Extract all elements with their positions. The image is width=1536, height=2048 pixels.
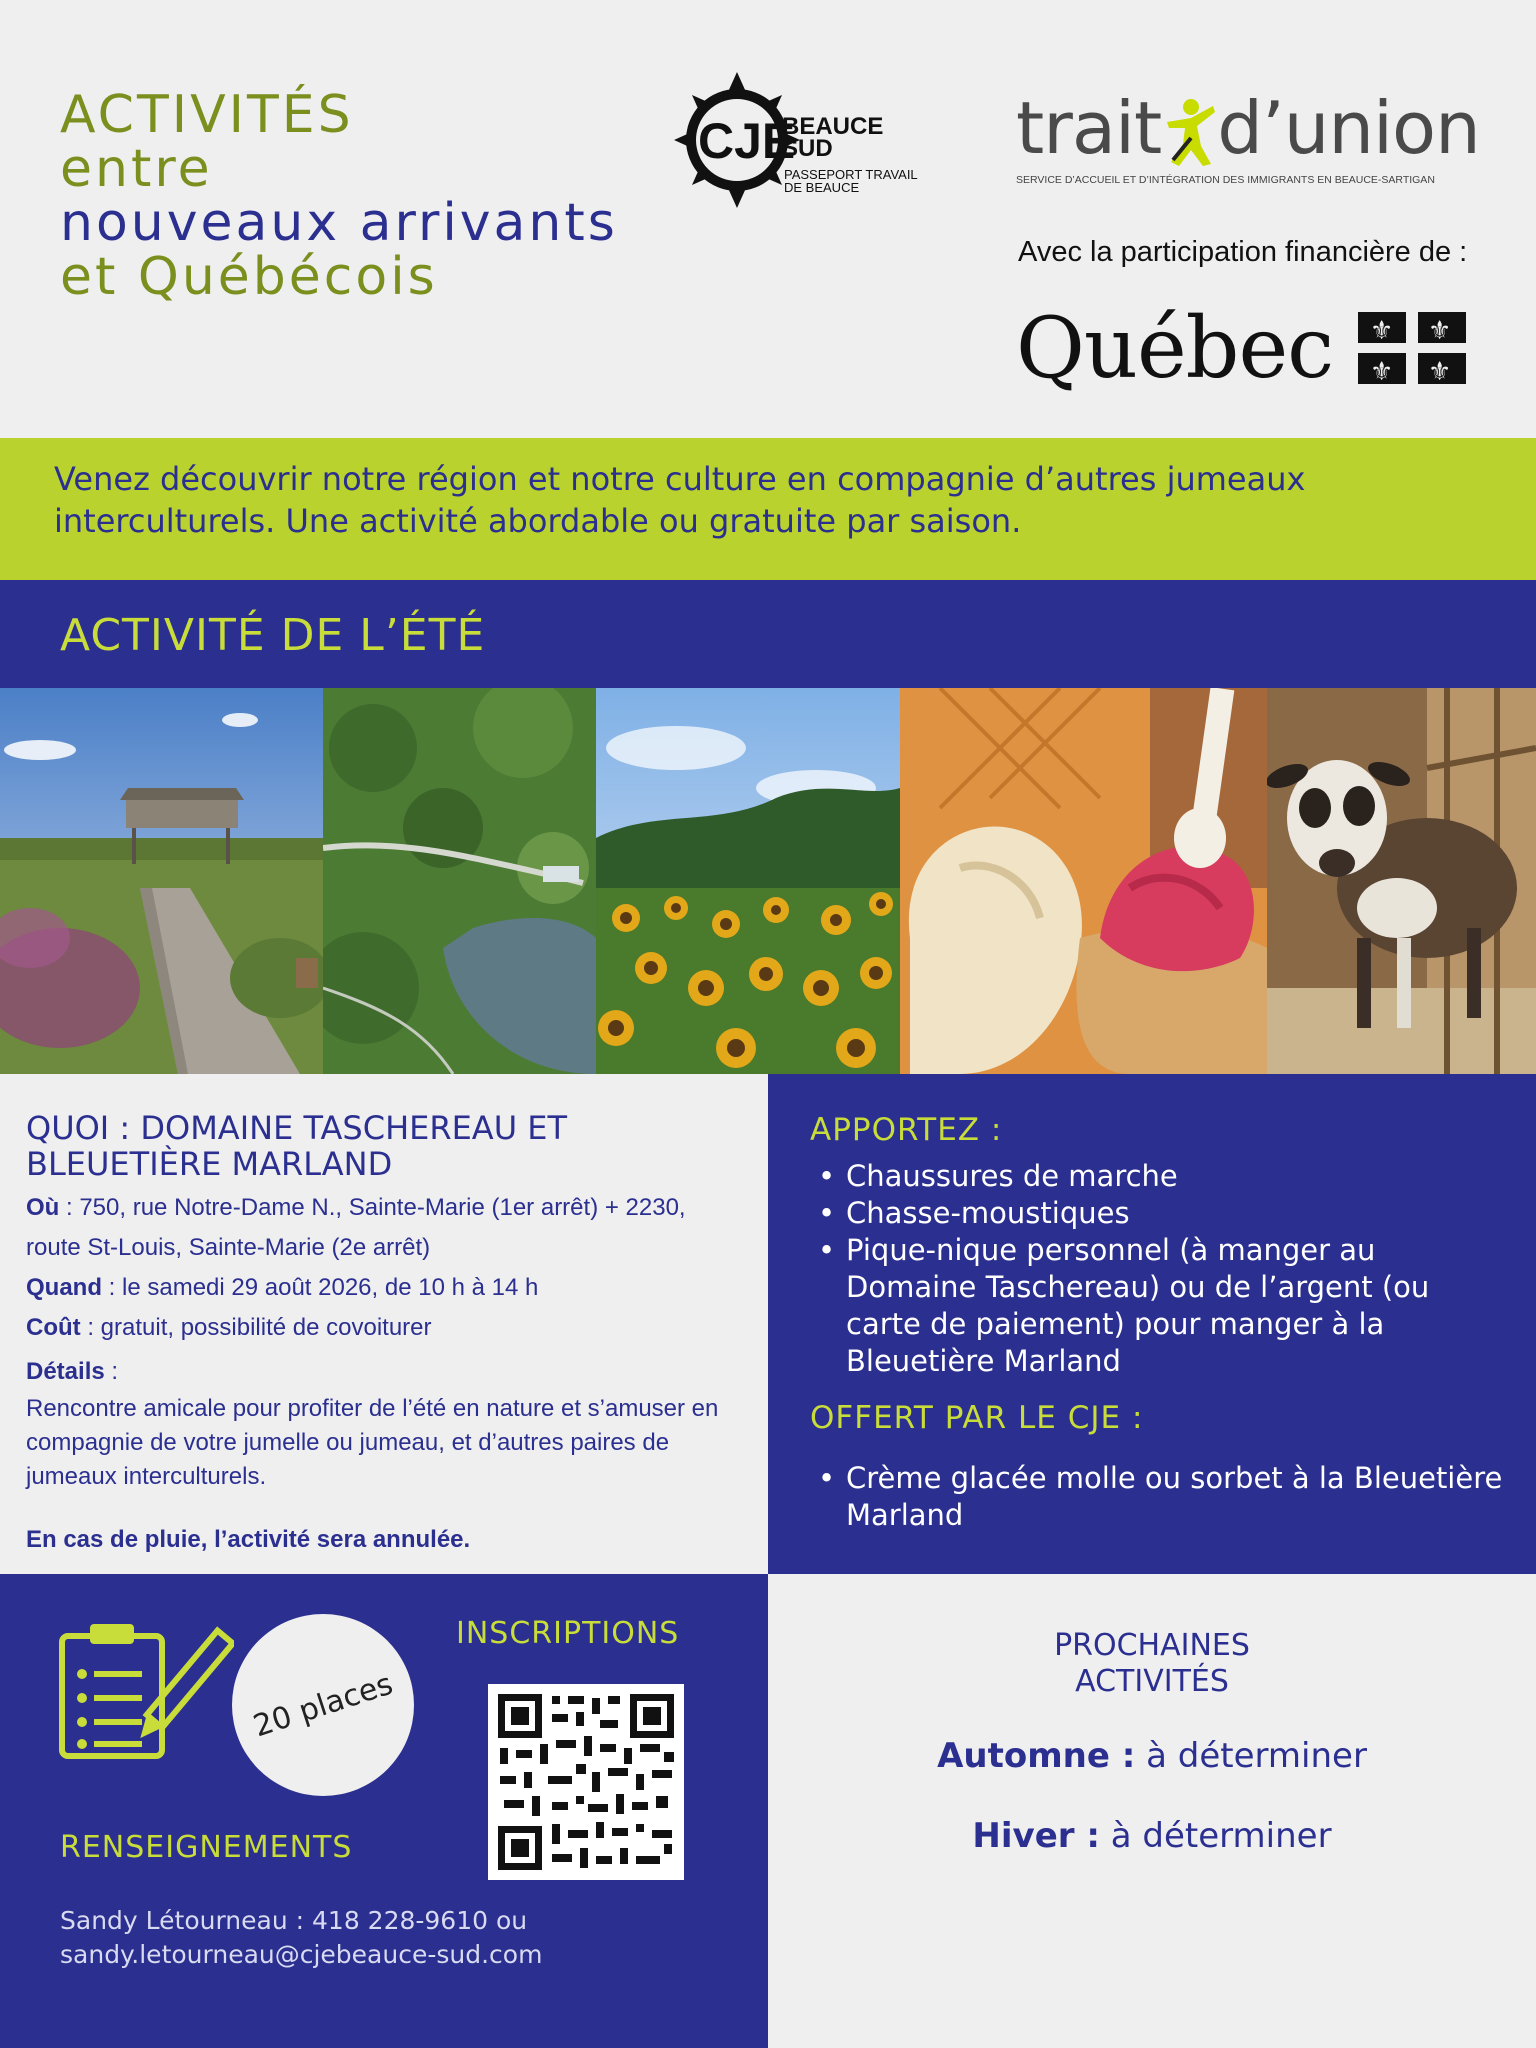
list-item: • Chasse-moustiques <box>810 1195 1506 1232</box>
trait-d-union-subtitle: SERVICE D’ACCUEIL ET D’INTÉGRATION DES IMMIGRANTS EN BEAUCE-SARTIGAN <box>1016 174 1435 187</box>
bring-title: APPORTEZ : <box>810 1112 1003 1148</box>
activity-cost <box>26 1308 744 1348</box>
title-line-1: ACTIVITÉS <box>60 85 354 145</box>
activity-description: Rencontre amicale pour profiter de l’été en nature et s’amuser en compagnie de votre jumelle ou jumeau, et d’autres paires de jumeaux interculturels. <box>26 1395 719 1490</box>
next-activities-title <box>768 1628 1536 1700</box>
clipboard-icon <box>54 1616 234 1766</box>
cje-sud: SUD <box>782 135 833 162</box>
title-line-2: entre <box>60 139 213 199</box>
inscriptions-label: INSCRIPTIONS <box>456 1616 680 1651</box>
photo-aerial-forest <box>323 688 596 1074</box>
svg-text:CJE: CJE <box>698 113 796 169</box>
winter-label: Hiver : <box>972 1816 1100 1856</box>
registration-section <box>0 1574 768 2048</box>
contact-name-phone: Sandy Létourneau : 418 228-9610 ou <box>60 1906 528 1935</box>
list-item: • Crème glacée molle ou sorbet à la Bleuetière Marland <box>810 1460 1506 1534</box>
trait-d-union-wordmark <box>1016 86 1480 170</box>
season-title: ACTIVITÉ DE L’ÉTÉ <box>60 610 486 661</box>
svg-text:⚜: ⚜ <box>1428 357 1452 384</box>
title-line-4: et Québécois <box>60 247 438 307</box>
season-band <box>0 580 1536 688</box>
svg-text:⚜: ⚜ <box>1370 357 1394 384</box>
intro-band <box>0 438 1536 580</box>
photo-boardwalk <box>0 688 323 1074</box>
where-label: Où <box>26 1194 60 1221</box>
renseignements-label: RENSEIGNEMENTS <box>60 1830 353 1865</box>
cje-beauce-sud-text <box>782 113 884 162</box>
details-colon: : <box>104 1358 119 1385</box>
qr-code[interactable] <box>488 1684 684 1880</box>
next-title-line2: ACTIVITÉS <box>1075 1664 1229 1699</box>
cje-beauce-sud-logo[interactable] <box>672 70 942 210</box>
cost-value: : gratuit, possibilité de covoiturer <box>80 1314 432 1341</box>
funding-notice: Avec la participation financière de : <box>1018 236 1468 268</box>
photo-ice-cream <box>900 688 1267 1074</box>
autumn-label: Automne : <box>937 1736 1136 1776</box>
activity-details-heading <box>26 1352 744 1392</box>
activity-when <box>26 1268 744 1308</box>
header <box>0 0 1536 438</box>
contact-email[interactable]: sandy.letourneau@cjebeauce-sud.com <box>60 1940 543 1969</box>
bring-section <box>768 1074 1536 1574</box>
quebec-flag-icon <box>1358 312 1466 384</box>
trait-d-union-logo[interactable] <box>1016 86 1480 198</box>
details-label: Détails <box>26 1358 105 1385</box>
next-autumn <box>768 1736 1536 1776</box>
trait-word-left: trait <box>1016 86 1162 170</box>
bring-list <box>810 1158 1506 1380</box>
rain-notice: En cas de pluie, l’activité sera annulée. <box>26 1526 471 1553</box>
main-title <box>60 85 618 307</box>
photo-goat <box>1267 688 1536 1074</box>
contact-info <box>60 1904 542 1972</box>
trait-word-right: d’union <box>1217 86 1480 170</box>
svg-text:⚜: ⚜ <box>1428 316 1452 346</box>
places-badge <box>232 1614 414 1796</box>
list-item: • Chaussures de marche <box>810 1158 1506 1195</box>
person-figure-icon <box>1161 98 1217 168</box>
cost-label: Coût <box>26 1314 81 1341</box>
activity-details <box>0 1074 768 1574</box>
list-item: • Pique-nique personnel (à manger au Domaine Taschereau) ou de l’argent (ou carte de paiement) pour manger à la Bleuetière Marland <box>810 1232 1506 1380</box>
when-label: Quand <box>26 1274 102 1301</box>
when-value: : le samedi 29 août 2026, de 10 h à 14 h <box>102 1274 539 1301</box>
activity-what: QUOI : DOMAINE TASCHEREAU ET BLEUETIÈRE MARLAND <box>26 1109 568 1183</box>
next-activities-section <box>768 1574 1536 2048</box>
title-line-3: nouveaux arrivants <box>60 193 618 253</box>
offered-list <box>810 1460 1506 1534</box>
cje-passeport-line2: DE BEAUCE <box>784 180 860 195</box>
cje-passeport-line1: PASSEPORT TRAVAIL <box>784 167 918 182</box>
next-title-line1: PROCHAINES <box>1054 1628 1250 1663</box>
photo-sunflowers <box>596 688 900 1074</box>
autumn-value: à déterminer <box>1135 1736 1367 1776</box>
where-value: : 750, rue Notre-Dame N., Sainte-Marie (1er arrêt) + 2230, route St-Louis, Sainte-Marie (2e arrêt) <box>26 1194 686 1261</box>
photo-strip <box>0 688 1536 1074</box>
activity-where <box>26 1188 744 1268</box>
places-count: 20 places <box>249 1666 397 1744</box>
winter-value: à déterminer <box>1099 1816 1332 1856</box>
intro-text: Venez découvrir notre région et notre culture en compagnie d’autres jumeaux interculturels. Une activité abordable ou gratuite par saison. <box>54 460 1306 540</box>
cje-passeport-text <box>784 168 918 194</box>
offered-title: OFFERT PAR LE CJE : <box>810 1400 1144 1436</box>
quebec-wordmark: Québec <box>1016 299 1334 397</box>
svg-text:⚜: ⚜ <box>1370 316 1394 346</box>
next-winter <box>768 1816 1536 1856</box>
cje-beauce: BEAUCE <box>782 113 884 140</box>
